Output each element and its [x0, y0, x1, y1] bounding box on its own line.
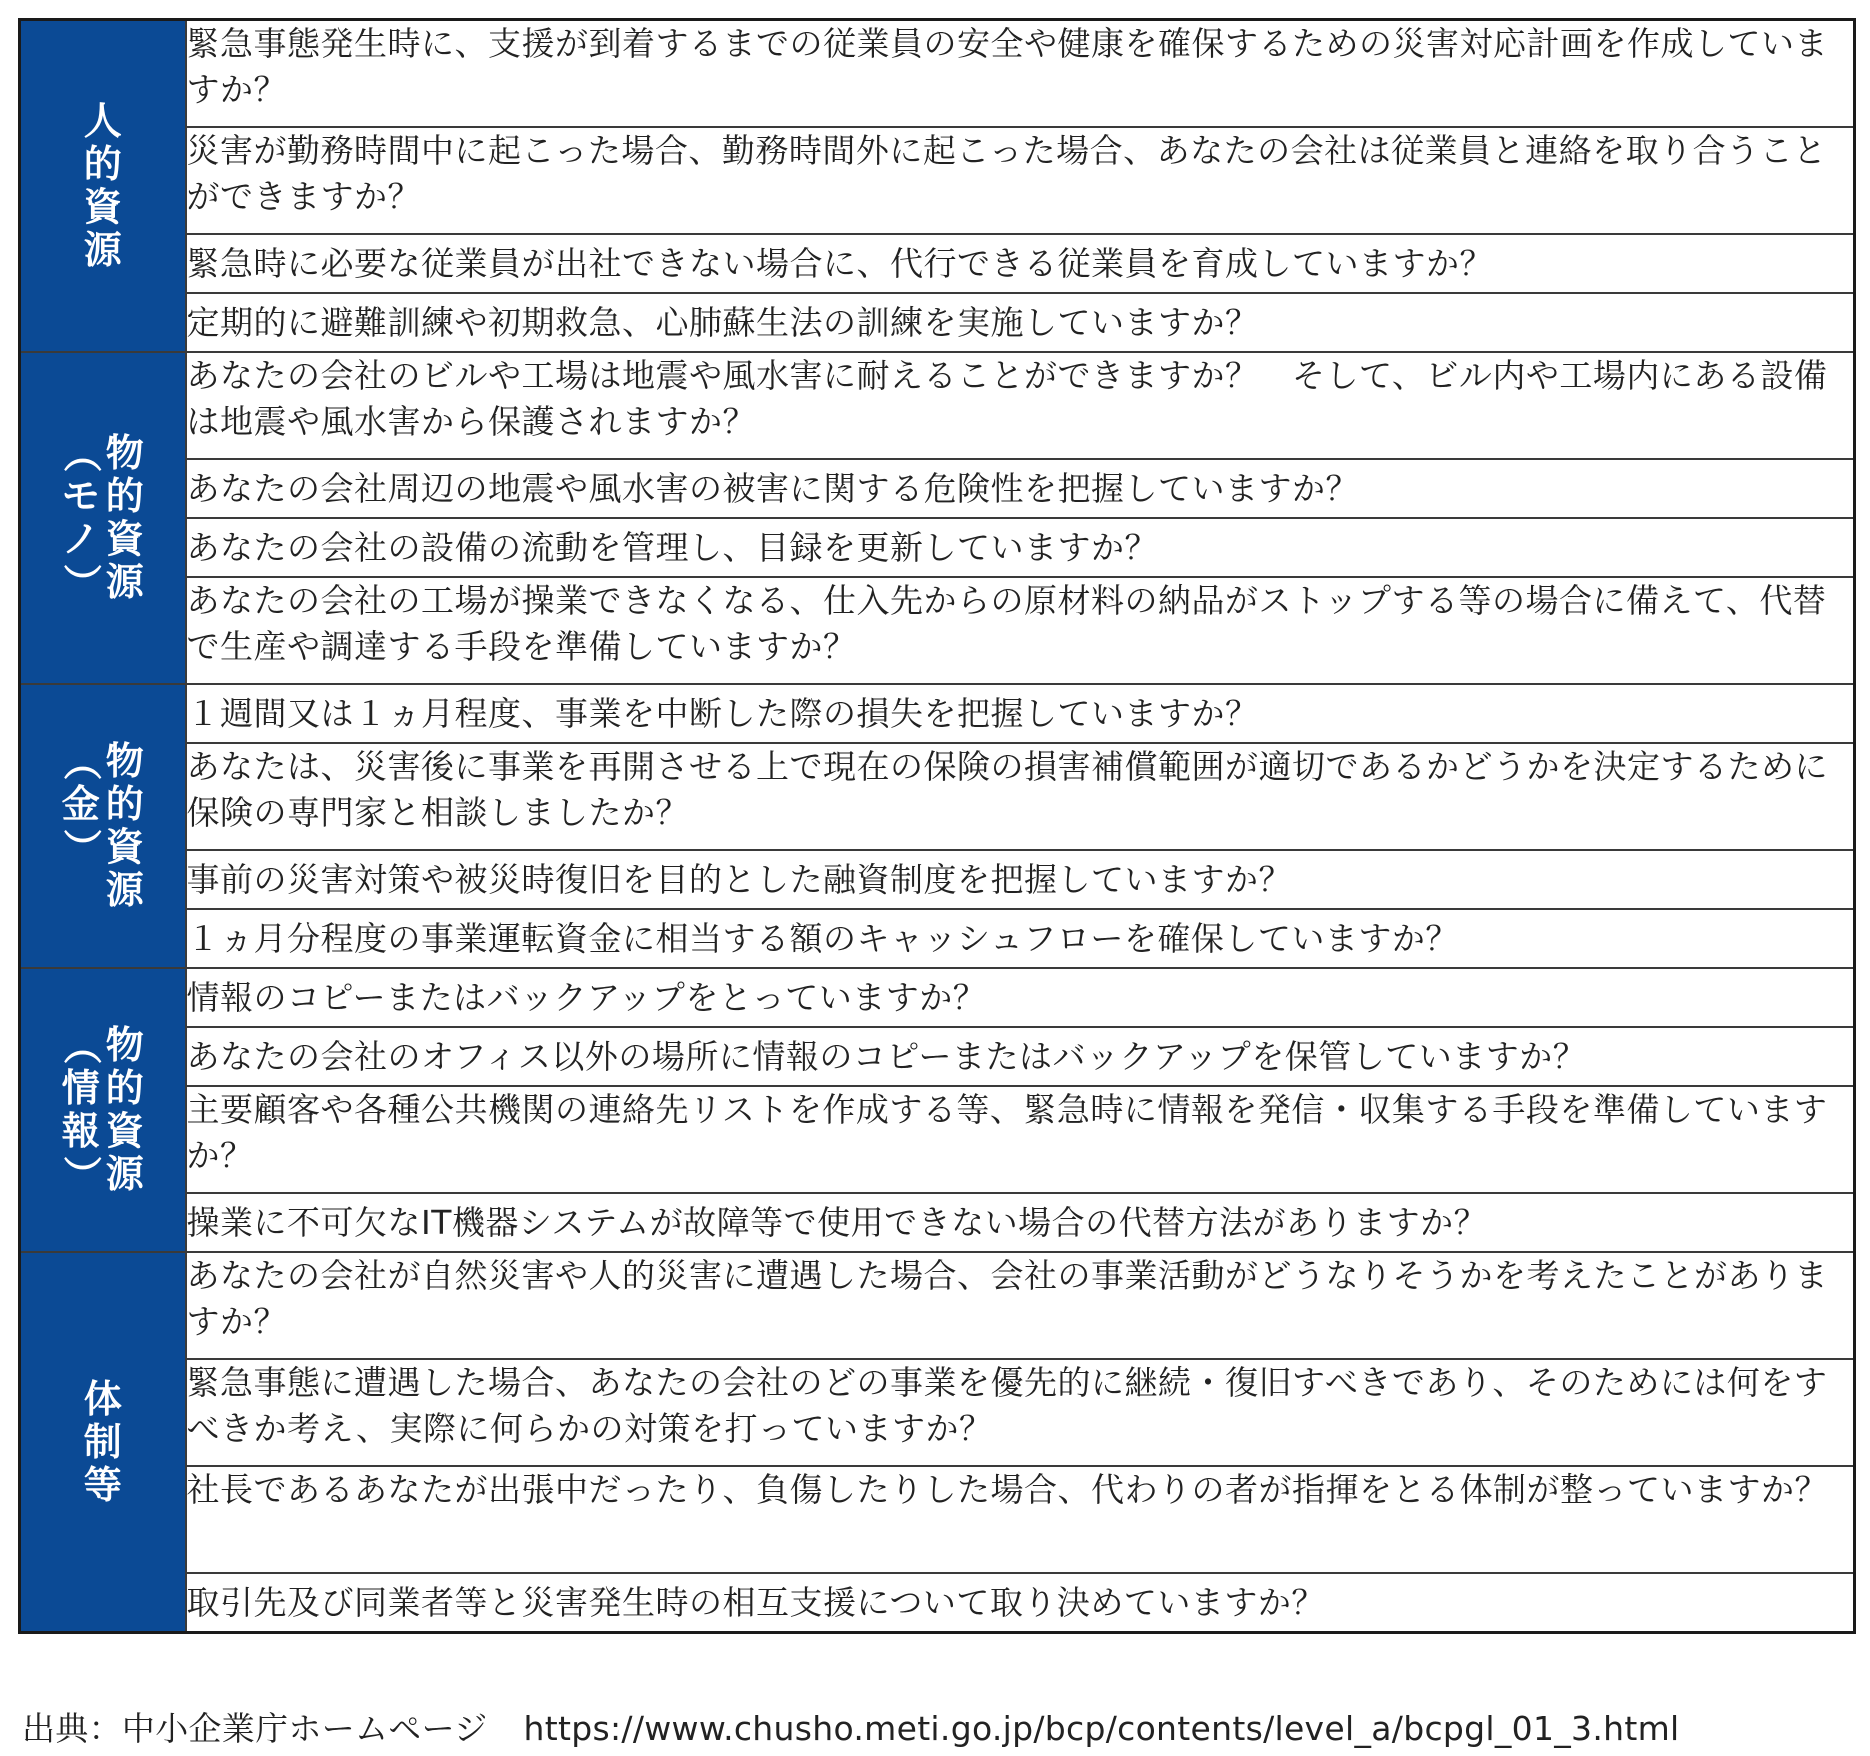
- category-label: 人 的 資 源: [83, 99, 122, 272]
- source-label: 出典：中小企業庁ホームページ: [22, 1709, 488, 1748]
- bcp-checklist: [18, 18, 1856, 1634]
- question-cell: あなたの会社の工場が操業できなくなる、仕入先からの原材料の納品がストップする等の場合に備えて、代替で生産や調達する手段を準備していますか？: [186, 577, 1855, 684]
- table-row: [20, 459, 1855, 518]
- category-label: 物 的 資 源 （ 金 ）: [59, 739, 144, 912]
- question-cell: 情報のコピーまたはバックアップをとっていますか？: [186, 968, 1855, 1027]
- question-cell: あなたの会社周辺の地震や風水害の被害に関する危険性を把握していますか？: [186, 459, 1855, 518]
- table-row: [20, 1252, 1855, 1359]
- table-row: [20, 518, 1855, 577]
- category-label: 体 制 等: [83, 1376, 122, 1507]
- question-cell: あなたの会社のオフィス以外の場所に情報のコピーまたはバックアップを保管していますか？: [186, 1027, 1855, 1086]
- question-cell: 緊急時に必要な従業員が出社できない場合に、代行できる従業員を育成していますか？: [186, 234, 1855, 293]
- question-cell: １ヵ月分程度の事業運転資金に相当する額のキャッシュフローを確保していますか？: [186, 909, 1855, 968]
- table-row: [20, 234, 1855, 293]
- table-row: [20, 577, 1855, 684]
- question-cell: １週間又は１ヵ月程度、事業を中断した際の損失を把握していますか？: [186, 684, 1855, 743]
- question-cell: 災害が勤務時間中に起こった場合、勤務時間外に起こった場合、あなたの会社は従業員と連絡を取り合うことができますか？: [186, 127, 1855, 234]
- question-cell: 緊急事態に遭遇した場合、あなたの会社のどの事業を優先的に継続・復旧すべきであり、そのためには何をすべきか考え、実際に何らかの対策を打っていますか？: [186, 1359, 1855, 1466]
- category-physical-information: [20, 968, 186, 1252]
- table-row: [20, 352, 1855, 459]
- table-row: [20, 1027, 1855, 1086]
- question-cell: あなたの会社の設備の流動を管理し、目録を更新していますか？: [186, 518, 1855, 577]
- table-row: [20, 1086, 1855, 1193]
- table-row: [20, 850, 1855, 909]
- table-row: [20, 909, 1855, 968]
- table-row: [20, 743, 1855, 850]
- category-label: 物 的 資 源 （ モ ノ ）: [59, 431, 144, 604]
- question-cell: 緊急事態発生時に、支援が到着するまでの従業員の安全や健康を確保するための災害対応計画を作成していますか？: [186, 20, 1855, 128]
- table-row: [20, 1359, 1855, 1466]
- table-row: [20, 1573, 1855, 1633]
- question-cell: 操業に不可欠なIT機器システムが故障等で使用できない場合の代替方法がありますか？: [186, 1193, 1855, 1252]
- category-label: 物 的 資 源 （ 情 報 ）: [59, 1023, 144, 1196]
- question-cell: 事前の災害対策や被災時復旧を目的とした融資制度を把握していますか？: [186, 850, 1855, 909]
- table-row: [20, 684, 1855, 743]
- source-url: https://www.chusho.meti.go.jp/bcp/contents/level_a/bcpgl_01_3.html: [523, 1709, 1680, 1748]
- category-human-resources: [20, 20, 186, 353]
- table-row: [20, 1466, 1855, 1573]
- category-organization: [20, 1252, 186, 1633]
- question-cell: 主要顧客や各種公共機関の連絡先リストを作成する等、緊急時に情報を発信・収集する手段を準備していますか？: [186, 1086, 1855, 1193]
- category-physical-goods: [20, 352, 186, 684]
- checklist-table: [18, 18, 1856, 1634]
- table-row: [20, 293, 1855, 352]
- table-row: [20, 127, 1855, 234]
- question-cell: 社長であるあなたが出張中だったり、負傷したりした場合、代わりの者が指揮をとる体制が整っていますか？: [186, 1466, 1855, 1573]
- table-row: [20, 20, 1855, 128]
- question-cell: 取引先及び同業者等と災害発生時の相互支援について取り決めていますか？: [186, 1573, 1855, 1633]
- question-cell: あなたの会社が自然災害や人的災害に遭遇した場合、会社の事業活動がどうなりそうかを考えたことがありますか？: [186, 1252, 1855, 1359]
- table-row: [20, 968, 1855, 1027]
- source-citation: [22, 1703, 1680, 1750]
- category-physical-money: [20, 684, 186, 968]
- question-cell: あなたは、災害後に事業を再開させる上で現在の保険の損害補償範囲が適切であるかどうかを決定するために保険の専門家と相談しましたか？: [186, 743, 1855, 850]
- question-cell: あなたの会社のビルや工場は地震や風水害に耐えることができますか？ そして、ビル内や工場内にある設備は地震や風水害から保護されますか？: [186, 352, 1855, 459]
- question-cell: 定期的に避難訓練や初期救急、心肺蘇生法の訓練を実施していますか？: [186, 293, 1855, 352]
- table-row: [20, 1193, 1855, 1252]
